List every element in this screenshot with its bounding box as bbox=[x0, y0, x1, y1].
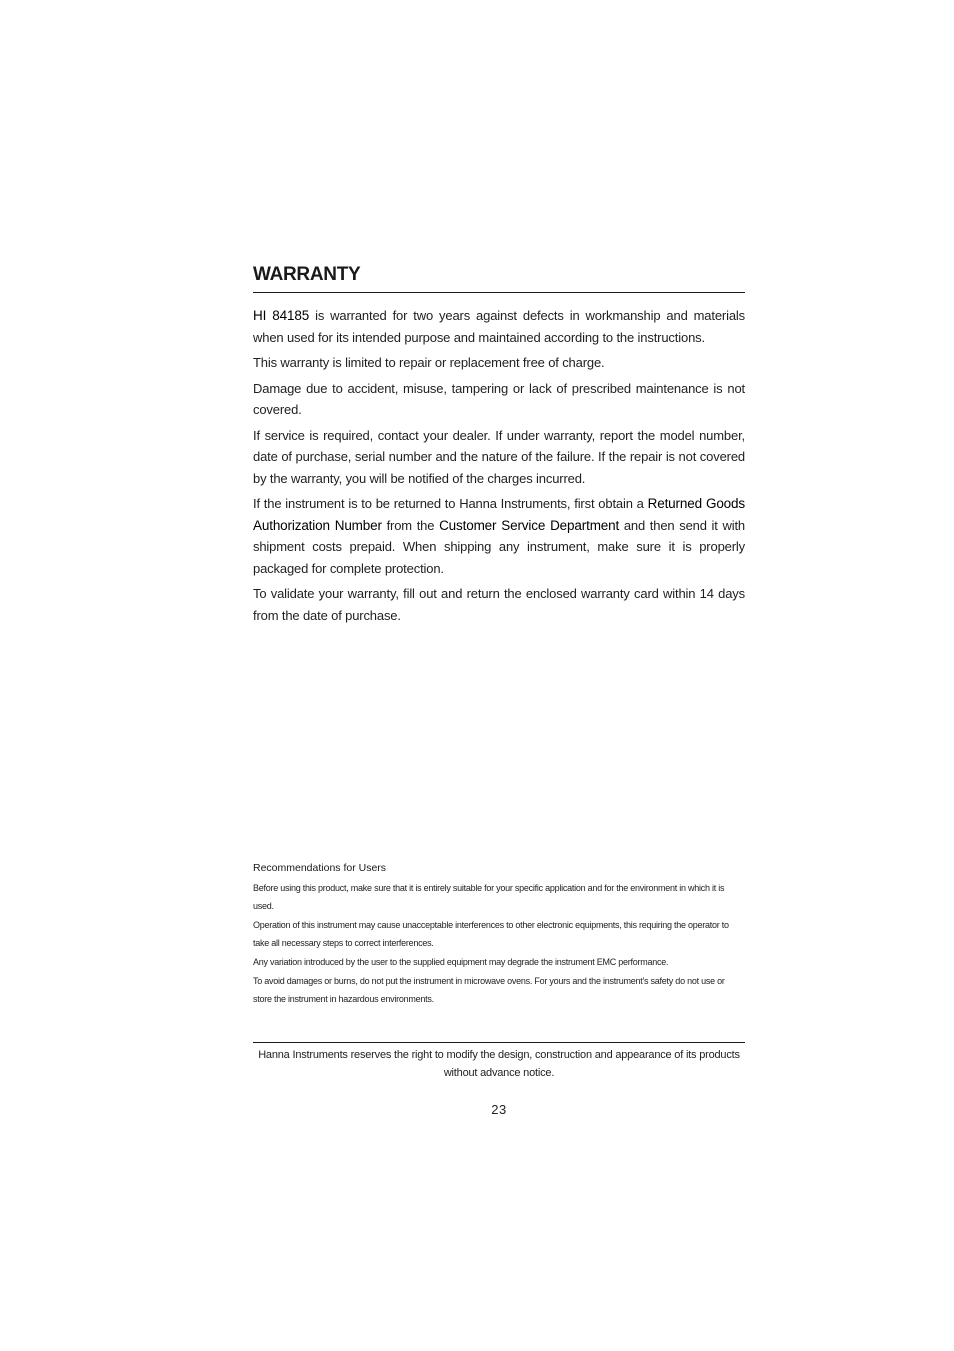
title-divider bbox=[253, 292, 745, 293]
recommendation-item: Before using this product, make sure that it is entirely suitable for your specific application and for the environment in which it is used. bbox=[253, 883, 725, 911]
footer-notice bbox=[253, 1046, 745, 1082]
warranty-paragraph-5-a: If the instrument is to be returned to Hanna Instruments, first obtain a bbox=[253, 496, 648, 511]
recommendation-item: To avoid damages or burns, do not put the instrument in microwave ovens. For yours and the instrument’s safety do not use or store the instrument in hazardous environments. bbox=[253, 976, 725, 1004]
warranty-paragraph-1-text: is warranted for two years against defects in workmanship and materials when used for its intended purpose and maintained according to the instructions. bbox=[253, 308, 746, 345]
product-model: HI 84185 bbox=[253, 308, 310, 323]
recommendations-section bbox=[253, 860, 745, 1009]
warranty-paragraph-3: Damage due to accident, misuse, tampering or lack of prescribed maintenance is not covered. bbox=[253, 380, 745, 417]
warranty-paragraph-6: To validate your warranty, fill out and return the enclosed warranty card within 14 days from the date of purchase. bbox=[253, 586, 745, 623]
footer-notice-line-1: Hanna Instruments reserves the right to modify the design, construction and appearance of its products bbox=[258, 1049, 740, 1061]
customer-service-department: Customer Service Department bbox=[439, 517, 620, 533]
warranty-paragraph-1 bbox=[253, 305, 745, 348]
warranty-paragraph-5-b: from the bbox=[381, 517, 440, 533]
footer-divider bbox=[253, 1042, 745, 1043]
section-title: WARRANTY bbox=[253, 264, 361, 285]
recommendations-title: Recommendations for Users bbox=[253, 862, 387, 874]
recommendation-item: Any variation introduced by the user to the supplied equipment may degrade the instrument EMC performance. bbox=[253, 957, 669, 967]
warranty-paragraph-4: If service is required, contact your dealer. If under warranty, report the model number, date of purchase, serial number and the nature of the failure. If the repair is not covered by the warranty, you will be notified of the charges incurred. bbox=[253, 427, 745, 486]
page-number: 23 bbox=[491, 1102, 507, 1117]
warranty-paragraph-5-c: and then send it with shipment costs prepaid. When shipping any instrument, make sure it is properly packaged for complete protection. bbox=[253, 517, 745, 576]
warranty-paragraph-5 bbox=[253, 493, 745, 579]
warranty-paragraph-2: This warranty is limited to repair or replacement free of charge. bbox=[253, 355, 605, 370]
returned-goods-authorization: Returned Goods Authorization Number bbox=[253, 496, 745, 533]
warranty-section bbox=[253, 262, 745, 630]
recommendation-item: Operation of this instrument may cause unacceptable interferences to other electronic equipments, this requiring the operator to take all necessary steps to correct interferences. bbox=[253, 920, 729, 948]
footer-notice-line-2: without advance notice. bbox=[443, 1067, 555, 1079]
